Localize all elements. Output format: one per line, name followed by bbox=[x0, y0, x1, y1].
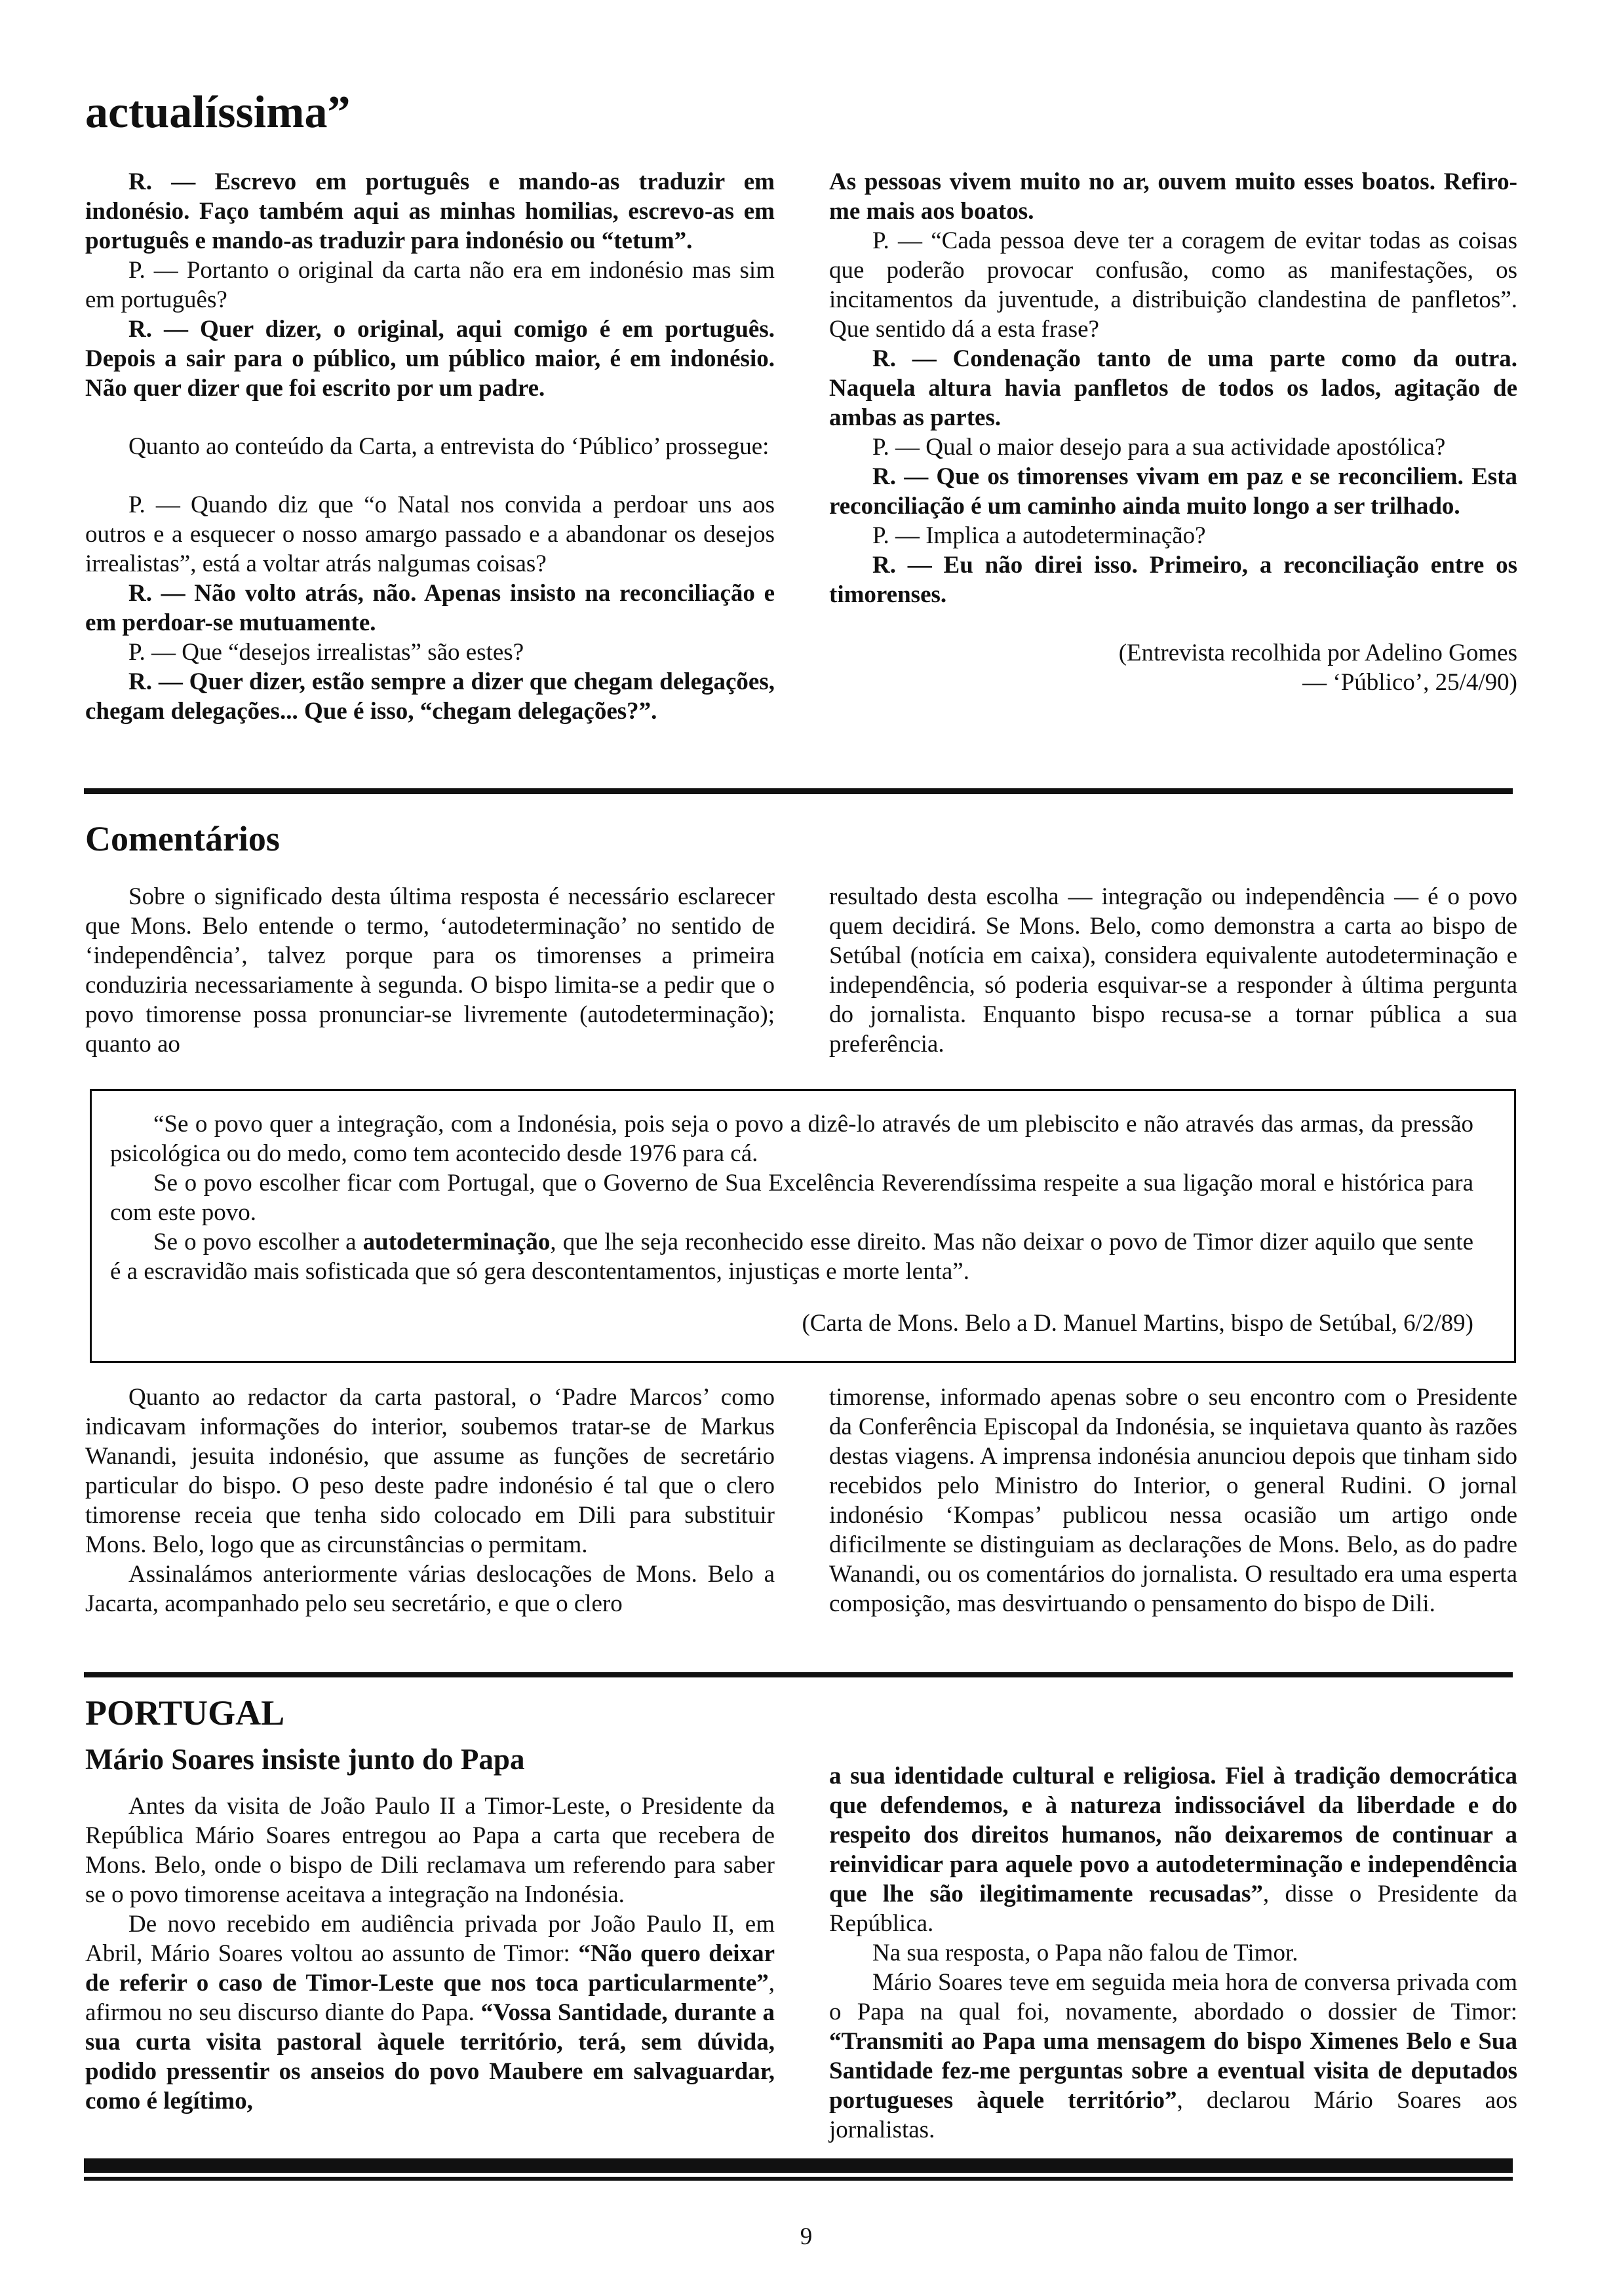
quote-emphasis: a sua identidade cultural e religiosa. Fiel à tradição democrática que defendemos, e à natureza indissociável da liberdade e do respeito dos direitos humanos, não deixaremos de continuar a reinvidicar para aquele povo a autodeterminação e independência que lhe são ilegitimamente recusadas” bbox=[829, 1763, 1517, 1907]
interview-left-column bbox=[85, 167, 775, 726]
question-paragraph: P. — Implica a autodeterminação? bbox=[872, 522, 1206, 549]
answer-paragraph: R. — Escrevo em português e mando-as traduzir em indonésio. Faço também aqui as minhas homilias, escrevo-as em português e mando-as traduzir para indonésio ou “tetum”. bbox=[85, 168, 775, 254]
body-paragraph: Quanto ao redactor da carta pastoral, o ‘Padre Marcos’ como indicavam informações do interior, soubemos tratar-se de Markus Wanandi, jesuita indonésio, que assume as funções de secretário particular do bispo. O peso deste padre indonésio é tal que o clero timorense receia que tenha sido colocado em Dili para substituir Mons. Belo, logo que as circunstâncias o permitam. bbox=[85, 1384, 775, 1558]
question-paragraph: P. — Portanto o original da carta não era em indonésio mas sim em português? bbox=[85, 257, 775, 313]
autodeterminacao-emphasis: autodeterminação bbox=[362, 1229, 551, 1255]
bottom-rule-thin bbox=[84, 2177, 1513, 2181]
body-paragraph: De novo recebido em audiência privada por João Paulo II, em Abril, Mário Soares voltou ao assunto de Timor: “Não quero deixar de referir o caso de Timor-Leste que nos toca particularmente”, afirmou no seu discurso diante do Papa. “Vossa Santidade, durante a sua curta visita pastoral àquele território, terá, sem dúvida, podido pressentir os anseios do povo Maubere em salvaguardar, como é legítimo, bbox=[85, 1911, 775, 2114]
page-number: 9 bbox=[800, 2223, 813, 2250]
redactor-right-column bbox=[829, 1383, 1517, 1618]
question-paragraph: P. — Quando diz que “o Natal nos convida a perdoar uns aos outros e a esquecer o nosso amargo passado e a abandonar os desejos irrealistas”, está a voltar atrás nalgumas coisas? bbox=[85, 491, 775, 577]
section-divider bbox=[84, 788, 1513, 794]
body-paragraph: a sua identidade cultural e religiosa. Fiel à tradição democrática que defendemos, e à natureza indissociável da liberdade e do respeito dos direitos humanos, não deixaremos de continuar a reinvidicar para aquele povo a autodeterminação e independência que lhe são ilegitimamente recusadas”, disse o Presidente da República. bbox=[829, 1763, 1518, 1937]
quote-paragraph: Se o povo escolher a autodeterminação, que lhe seja reconhecido esse direito. Mas não deixar o povo de Timor dizer aquilo que sente é a escravidão mais sofisticada que só gera descontentamentos, injustiças e morte lenta”. bbox=[110, 1229, 1473, 1285]
question-paragraph: P. — Qual o maior desejo para a sua actividade apostólica? bbox=[872, 434, 1446, 461]
comentarios-right-column bbox=[829, 882, 1517, 1059]
portugal-left-column bbox=[85, 1791, 775, 2116]
quote-source: (Carta de Mons. Belo a D. Manuel Martins, bispo de Setúbal, 6/2/89) bbox=[802, 1310, 1473, 1337]
answer-paragraph: R. — Quer dizer, estão sempre a dizer que chegam delegações, chegam delegações... Que é isso, “chegam delegações?”. bbox=[85, 668, 775, 725]
body-paragraph: Antes da visita de João Paulo II a Timor-Leste, o Presidente da República Mário Soares entregou ao Papa a carta que recebera de Mons. Belo, onde o bispo de Dili reclamava um referendo para saber se o povo timorense aceitava a integração na Indonésia. bbox=[85, 1793, 775, 1908]
quote-emphasis: “Vossa Santidade, durante a sua curta visita pastoral àquele território, terá, sem dúvida, podido pressentir os anseios do povo Maubere em salvaguardar, como é legítimo, bbox=[85, 1999, 775, 2114]
question-paragraph: P. — Que “desejos irrealistas” são estes? bbox=[128, 639, 524, 666]
quote-paragraph: Se o povo escolher ficar com Portugal, que o Governo de Sua Excelência Reverendíssima respeite a sua ligação moral e histórica para com este povo. bbox=[110, 1170, 1473, 1226]
portugal-right-column bbox=[829, 1761, 1517, 2145]
answer-paragraph: As pessoas vivem muito no ar, ouvem muito esses boatos. Refiro-me mais aos boatos. bbox=[829, 168, 1517, 225]
answer-paragraph: R. — Eu não direi isso. Primeiro, a reconciliação entre os timorenses. bbox=[829, 552, 1517, 608]
article-headline: Mário Soares insiste junto do Papa bbox=[85, 1743, 525, 1776]
body-paragraph: Assinalámos anteriormente várias deslocações de Mons. Belo a Jacarta, acompanhado pelo seu secretário, e que o clero bbox=[85, 1561, 775, 1617]
narrative-paragraph: Quanto ao conteúdo da Carta, a entrevista do ‘Público’ prossegue: bbox=[128, 433, 769, 460]
redactor-left-column bbox=[85, 1383, 775, 1618]
comentarios-paragraph: Sobre o significado desta última resposta é necessário esclarecer que Mons. Belo entende o termo, ‘autodeterminação’ no sentido de ‘independência’, talvez porque para os timorenses a primeira conduziria necessariamente à segunda. O bispo limita-se a pedir que o povo timorense possa pronunciar-se livremente (autodeterminação); quanto ao bbox=[85, 883, 775, 1058]
interview-right-column bbox=[829, 167, 1517, 697]
section-divider bbox=[84, 1672, 1513, 1677]
answer-paragraph: R. — Quer dizer, o original, aqui comigo é em português. Depois a sair para o público, um público maior, é em indonésio. Não quer dizer que foi escrito por um padre. bbox=[85, 316, 775, 402]
comentarios-paragraph: resultado desta escolha — integração ou independência — é o povo quem decidirá. Se Mons. Belo, como demonstra a carta ao bispo de Setúbal (notícia em caixa), considera equivalente autodeterminação e independência, só poderia esquivar-se a responder à última pergunta do jornalista. Enquanto bispo recusa-se a tornar pública a sua preferência. bbox=[829, 883, 1517, 1058]
interview-credit-source: — ‘Público’, 25/4/90) bbox=[1302, 669, 1517, 696]
portugal-section-heading: PORTUGAL bbox=[85, 1693, 285, 1732]
body-paragraph: timorense, informado apenas sobre o seu encontro com o Presidente da Conferência Episcopal da Indonésia, se inquietava quanto às razões destas viagens. A imprensa indonésia anunciou depois que tinham sido recebidos pelo Ministro do Interior, o general Rudini. O jornal indonésio ‘Kompas’ publicou nessa ocasião um artigo onde dificilmente se distinguiam as declarações de Mons. Belo, as do padre Wanandi, ou os comentários do jornalista. O resultado era uma esperta composição, mas desvirtuando o pensamento do bispo de Dili. bbox=[829, 1384, 1517, 1617]
page-title: actualíssima” bbox=[85, 87, 351, 138]
quote-emphasis: “Transmiti ao Papa uma mensagem do bispo Ximenes Belo e Sua Santidade fez-me perguntas sobre a eventual visita de deputados portugueses àquele território” bbox=[829, 2028, 1517, 2114]
quote-emphasis: “Não quero deixar de referir o caso de Timor-Leste que nos toca particularmente” bbox=[85, 1940, 775, 1997]
comentarios-left-column bbox=[85, 882, 775, 1059]
answer-paragraph: R. — Que os timorenses vivam em paz e se reconciliem. Esta reconciliação é um caminho ainda muito longo a ser trilhado. bbox=[829, 463, 1517, 520]
comentarios-heading: Comentários bbox=[85, 819, 280, 858]
answer-paragraph: R. — Condenação tanto de uma parte como da outra. Naquela altura havia panfletos de todos os lados, agitação de ambas as partes. bbox=[829, 345, 1517, 431]
bottom-rule-heavy bbox=[84, 2158, 1513, 2173]
interview-credit: (Entrevista recolhida por Adelino Gomes bbox=[1118, 640, 1517, 666]
quote-box bbox=[90, 1089, 1516, 1363]
body-paragraph: Mário Soares teve em seguida meia hora de conversa privada com o Papa na qual foi, novamente, abordado o dossier de Timor: “Transmiti ao Papa uma mensagem do bispo Ximenes Belo e Sua Santidade fez-me perguntas sobre a eventual visita de deputados portugueses àquele território”, declarou Mário Soares aos jornalistas. bbox=[829, 1969, 1517, 2143]
quote-text bbox=[110, 1109, 1473, 1338]
quote-paragraph: “Se o povo quer a integração, com a Indonésia, pois seja o povo a dizê-lo através de um plebiscito e não através das armas, da pressão psicológica ou do medo, como tem acontecido desde 1976 para cá. bbox=[110, 1111, 1473, 1167]
body-paragraph: Na sua resposta, o Papa não falou de Timor. bbox=[872, 1940, 1298, 1966]
answer-paragraph: R. — Não volto atrás, não. Apenas insisto na reconciliação e em perdoar-se mutuamente. bbox=[85, 580, 775, 636]
question-paragraph: P. — “Cada pessoa deve ter a coragem de evitar todas as coisas que poderão provocar confusão, como as manifestações, os incitamentos da juventude, a distribuição clandestina de panfletos”. Que sentido dá a esta frase? bbox=[829, 227, 1517, 343]
